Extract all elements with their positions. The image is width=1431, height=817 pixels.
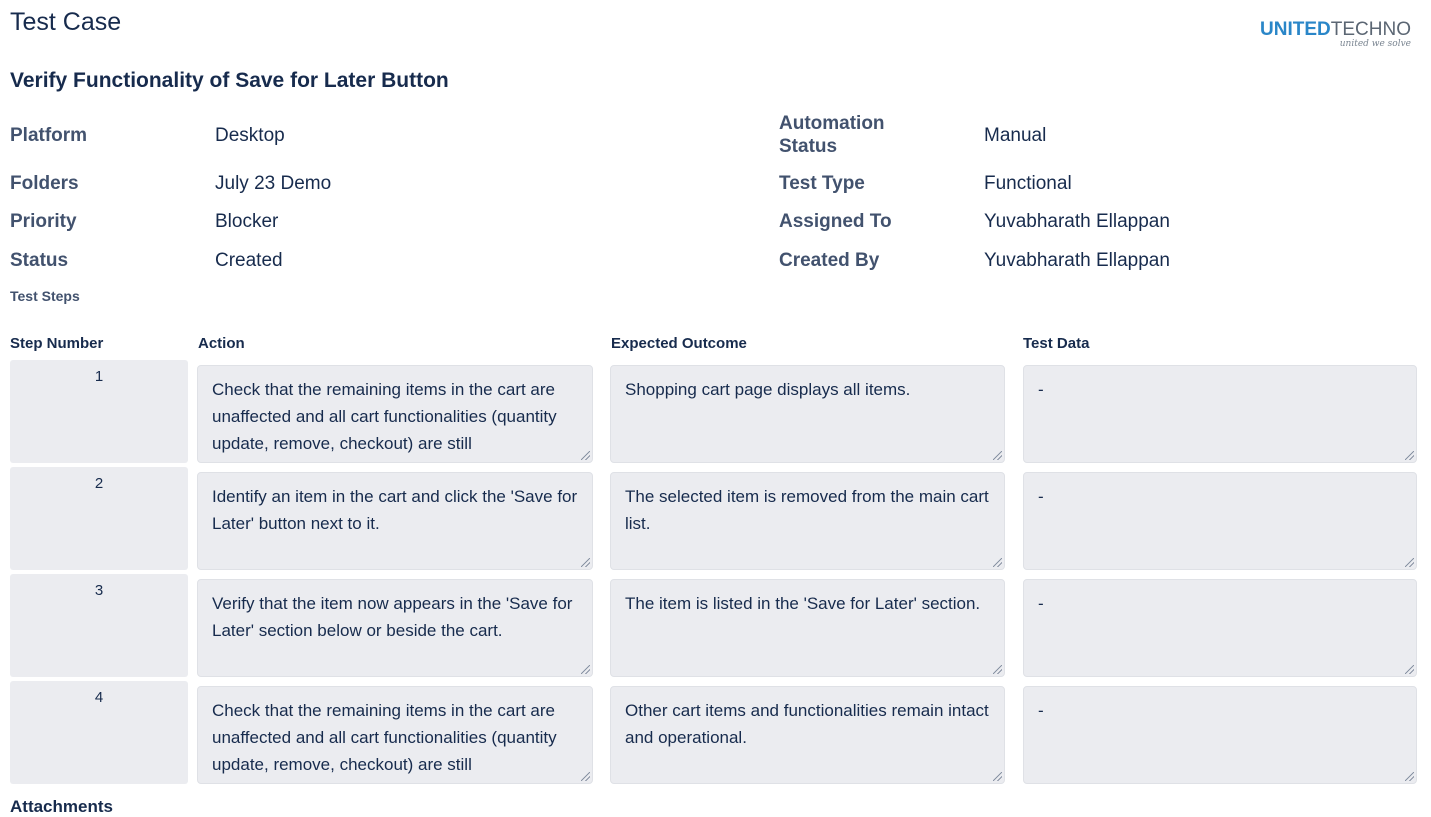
- test-steps-heading: Test Steps: [10, 288, 80, 304]
- action-text: Identify an item in the cart and click the 'Save for Later' button next to it.: [212, 487, 578, 533]
- resize-handle-icon[interactable]: [581, 558, 590, 567]
- resize-handle-icon[interactable]: [993, 451, 1002, 460]
- expected-outcome-textarea[interactable]: [610, 472, 1005, 570]
- resize-handle-icon[interactable]: [993, 772, 1002, 781]
- test-data-textarea[interactable]: [1023, 579, 1417, 677]
- test-data-textarea[interactable]: [1023, 686, 1417, 784]
- logo-primary-text: UNITED: [1260, 19, 1331, 40]
- steps-table-header: [10, 335, 1420, 355]
- action-textarea[interactable]: [197, 686, 593, 784]
- platform-label: Platform: [10, 125, 88, 146]
- folders-value: July 23 Demo: [215, 173, 332, 194]
- table-row: [10, 360, 1420, 463]
- column-header-test-data: Test Data: [1023, 335, 1090, 352]
- table-row: [10, 467, 1420, 570]
- test-data-text: -: [1038, 487, 1044, 506]
- expected-outcome-textarea[interactable]: [610, 365, 1005, 463]
- platform-value: Desktop: [215, 125, 285, 146]
- column-header-step-number: Step Number: [10, 335, 104, 352]
- priority-label: Priority: [10, 211, 77, 232]
- company-logo: [1260, 20, 1411, 49]
- expected-outcome-text: The selected item is removed from the main cart list.: [625, 487, 989, 533]
- test-type-value: Functional: [984, 173, 1072, 194]
- expected-outcome-text: The item is listed in the 'Save for Later' section.: [625, 594, 981, 613]
- action-textarea[interactable]: [197, 365, 593, 463]
- page-title: Test Case: [10, 8, 122, 36]
- resize-handle-icon[interactable]: [993, 665, 1002, 674]
- resize-handle-icon[interactable]: [1405, 772, 1414, 781]
- status-label: Status: [10, 250, 69, 271]
- automation-status-value: Manual: [984, 125, 1047, 146]
- status-value: Created: [215, 250, 283, 271]
- test-data-text: -: [1038, 380, 1044, 399]
- step-number-cell: 2: [10, 467, 188, 570]
- logo-secondary-text: TECHNO: [1330, 19, 1411, 40]
- column-header-action: Action: [198, 335, 245, 352]
- step-number-cell: 3: [10, 574, 188, 677]
- created-by-label: Created By: [779, 250, 880, 271]
- resize-handle-icon[interactable]: [993, 558, 1002, 567]
- folders-label: Folders: [10, 173, 79, 194]
- expected-outcome-text: Other cart items and functionalities remain intact and operational.: [625, 701, 989, 747]
- attachments-heading: Attachments: [10, 797, 113, 816]
- resize-handle-icon[interactable]: [581, 772, 590, 781]
- test-type-label: Test Type: [779, 173, 865, 194]
- assigned-to-label: Assigned To: [779, 211, 892, 232]
- test-data-text: -: [1038, 701, 1044, 720]
- created-by-value: Yuvabharath Ellappan: [984, 250, 1170, 271]
- test-data-textarea[interactable]: [1023, 472, 1417, 570]
- test-case-title: Verify Functionality of Save for Later Button: [10, 69, 449, 92]
- step-number-cell: 1: [10, 360, 188, 463]
- test-data-text: -: [1038, 594, 1044, 613]
- logo-tagline: united we solve: [1339, 39, 1411, 49]
- expected-outcome-textarea[interactable]: [610, 579, 1005, 677]
- priority-value: Blocker: [215, 211, 279, 232]
- resize-handle-icon[interactable]: [581, 665, 590, 674]
- action-text: Check that the remaining items in the cart are unaffected and all cart functionalities (quantity update, remove, checkout) are still: [212, 380, 557, 453]
- assigned-to-value: Yuvabharath Ellappan: [984, 211, 1170, 232]
- expected-outcome-textarea[interactable]: [610, 686, 1005, 784]
- test-data-textarea[interactable]: [1023, 365, 1417, 463]
- resize-handle-icon[interactable]: [581, 451, 590, 460]
- table-row: [10, 574, 1420, 677]
- resize-handle-icon[interactable]: [1405, 665, 1414, 674]
- expected-outcome-text: Shopping cart page displays all items.: [625, 380, 911, 399]
- action-textarea[interactable]: [197, 472, 593, 570]
- table-row: [10, 681, 1420, 784]
- step-number-cell: 4: [10, 681, 188, 784]
- resize-handle-icon[interactable]: [1405, 558, 1414, 567]
- action-textarea[interactable]: [197, 579, 593, 677]
- action-text: Check that the remaining items in the cart are unaffected and all cart functionalities (quantity update, remove, checkout) are still: [212, 701, 557, 774]
- column-header-expected-outcome: Expected Outcome: [611, 335, 747, 352]
- resize-handle-icon[interactable]: [1405, 451, 1414, 460]
- automation-status-label: Automation Status: [779, 113, 885, 157]
- action-text: Verify that the item now appears in the 'Save for Later' section below or beside the cart.: [212, 594, 573, 640]
